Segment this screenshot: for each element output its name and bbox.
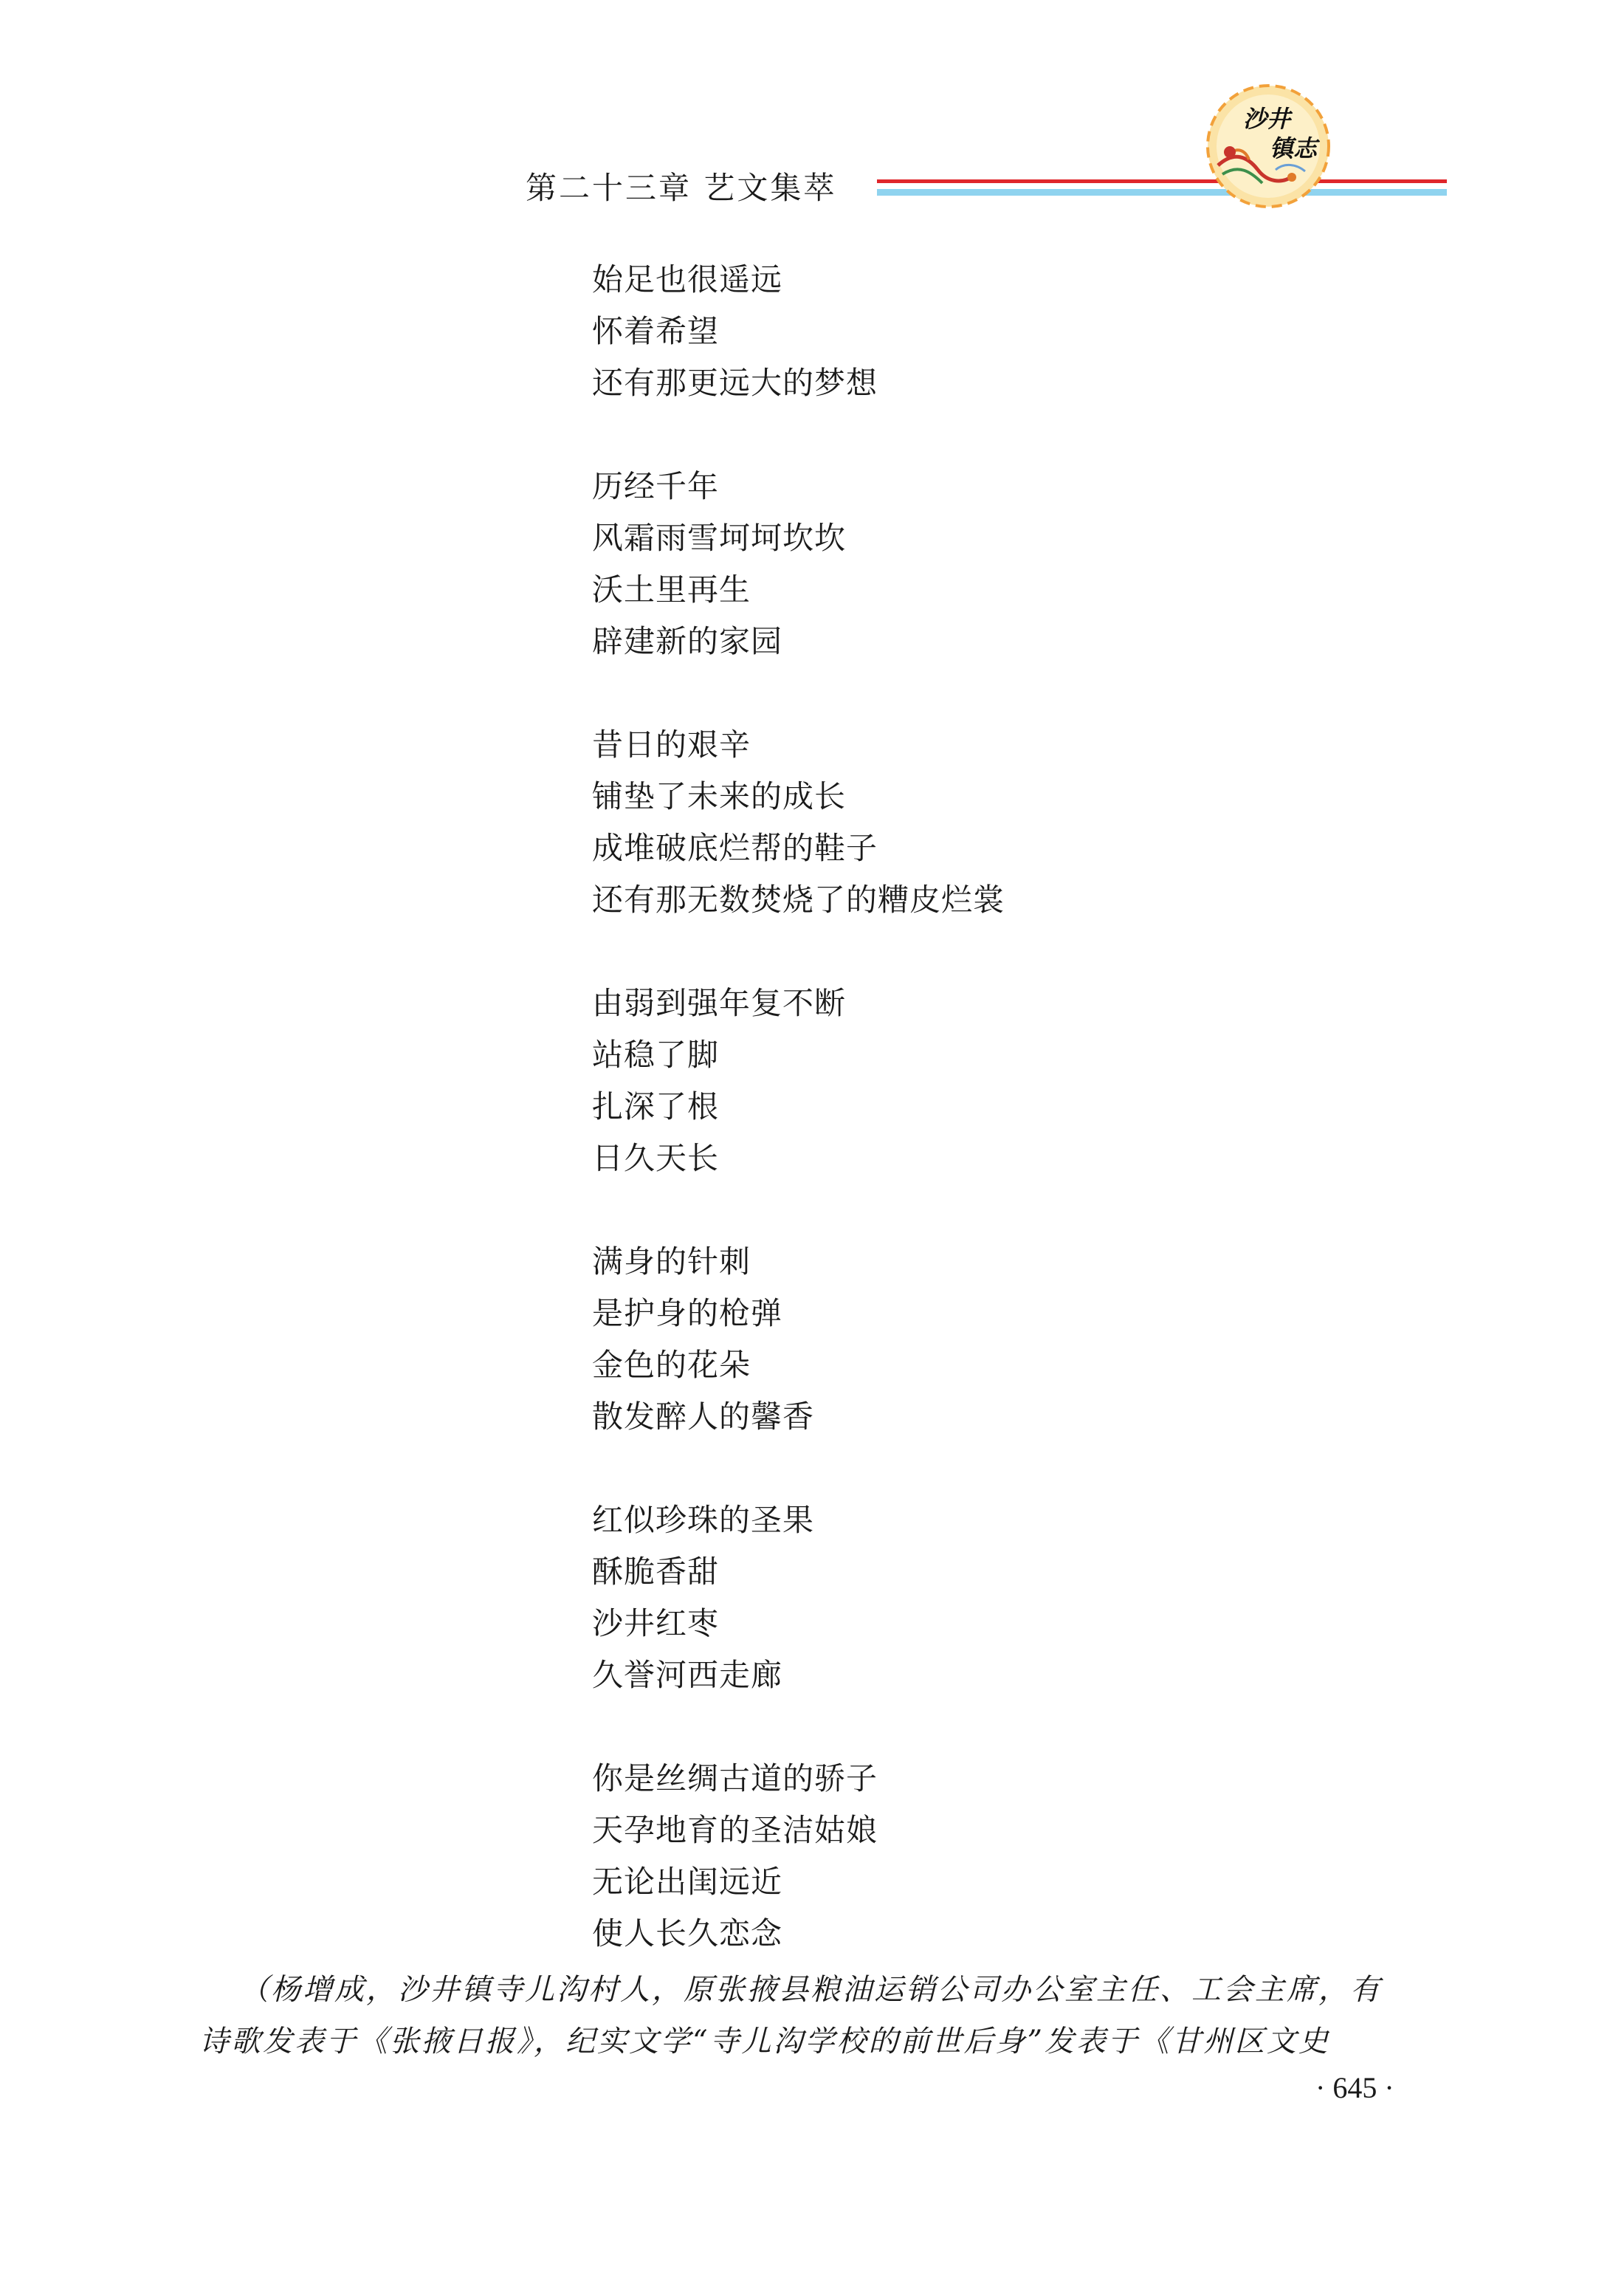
poem-line: 沃土里再生 <box>592 571 751 608</box>
poem-line: 满身的针刺 <box>592 1243 751 1280</box>
poem-line: 散发醉人的馨香 <box>592 1398 815 1435</box>
bio-line-1: （杨增成，沙井镇寺儿沟村人，原张掖县粮油运销公司办公室主任、工会主席，有 <box>239 1973 1382 2007</box>
poem-line: 天孕地育的圣洁姑娘 <box>592 1812 878 1848</box>
emblem-text-line1: 沙井 <box>1243 105 1291 133</box>
poem-stanza <box>592 719 1478 926</box>
poem-stanza <box>592 1236 1478 1443</box>
page-header <box>0 0 1624 222</box>
poem-line: 历经千年 <box>592 468 720 504</box>
poem-line: 还有那无数焚烧了的糟皮烂裳 <box>592 882 1005 918</box>
header-blue-rule <box>877 189 1447 196</box>
poem-line: 日久天长 <box>592 1140 720 1176</box>
poem-line: 怀着希望 <box>592 313 720 349</box>
poem-line: 昔日的艰辛 <box>592 727 751 763</box>
poem-body <box>592 254 1478 2011</box>
poem-line: 金色的花朵 <box>592 1347 751 1383</box>
poem-line: 沙井红枣 <box>592 1605 720 1641</box>
poem-line: 你是丝绸古道的骄子 <box>592 1760 878 1796</box>
poem-line: 还有那更远大的梦想 <box>592 365 878 401</box>
bio-line-2: 诗歌发表于《张掖日报》，纪实文学“寺儿沟学校的前世后身”发表于《甘州区文史 <box>199 2025 1330 2059</box>
page-number: · 645 · <box>1315 2071 1394 2104</box>
poem-stanza <box>592 978 1478 1184</box>
poem-line: 辟建新的家园 <box>592 623 783 659</box>
poem-line: 是护身的枪弹 <box>592 1295 783 1331</box>
poem-line: 成堆破底烂帮的鞋子 <box>592 830 878 866</box>
poem-stanza <box>592 254 1478 409</box>
header-red-rule <box>877 179 1447 183</box>
poem-line: 久誉河西走廊 <box>592 1657 783 1693</box>
poem-stanza <box>592 461 1478 667</box>
author-bio <box>199 1964 1447 2067</box>
poem-line: 风霜雨雪坷坷坎坎 <box>592 520 847 556</box>
poem-line: 由弱到强年复不断 <box>592 985 847 1021</box>
poem-line: 扎深了根 <box>592 1088 720 1125</box>
poem-line: 始足也很遥远 <box>592 261 783 298</box>
chapter-title: 第二十三章 艺文集萃 <box>526 170 837 206</box>
poem-line: 使人长久恋念 <box>592 1915 783 1951</box>
poem-line: 铺垫了未来的成长 <box>592 778 847 814</box>
poem-line: 无论出闺远近 <box>592 1864 783 1900</box>
poem-line: 红似珍珠的圣果 <box>592 1502 815 1538</box>
emblem-text-line2: 镇志 <box>1270 134 1318 162</box>
poem-line: 站稳了脚 <box>592 1037 720 1073</box>
poem-stanza <box>592 1494 1478 1701</box>
poem-line: 酥脆香甜 <box>592 1554 720 1590</box>
poem-stanza <box>592 1753 1478 1960</box>
town-gazetteer-emblem <box>1205 83 1332 210</box>
